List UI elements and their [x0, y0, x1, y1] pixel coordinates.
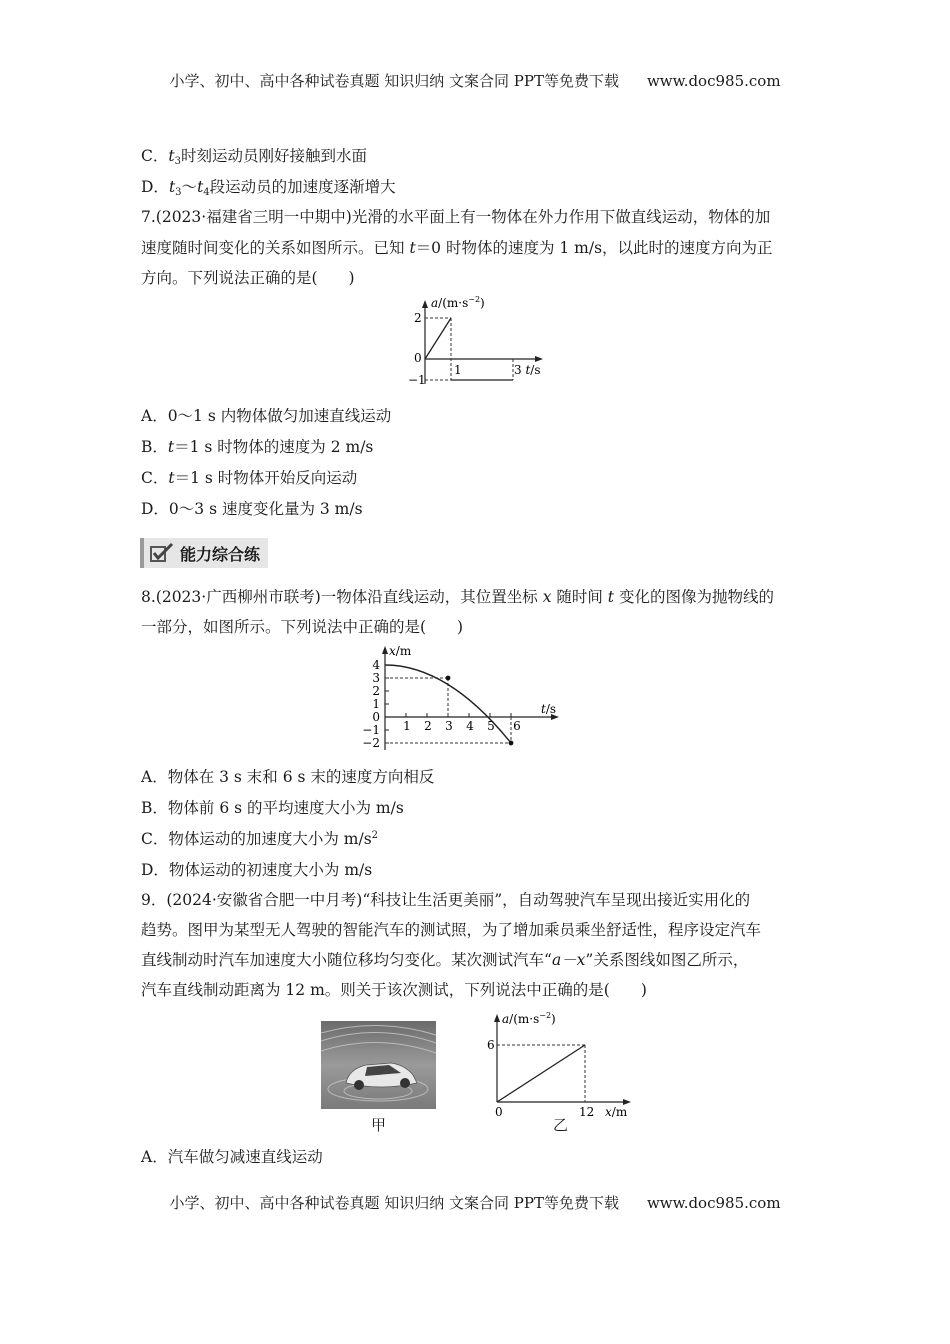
y-axis-arrow — [382, 646, 388, 654]
var-t: t — [607, 588, 615, 606]
checklist-icon — [150, 543, 174, 563]
section-title: 能力综合练 — [180, 545, 261, 564]
q7-stem-line2 — [141, 236, 821, 258]
q7-option-a[interactable]: A．0～1 s 内物体做匀加速直线运动 — [141, 407, 392, 425]
tick-label-ym2: −2 — [362, 736, 380, 750]
q9-stem-line1: 9．(2024·安徽省合肥一中月考)“科技让生活更美丽”，自动驾驶汽车呈现出接近实用化的 — [141, 891, 751, 909]
option-label: C． — [141, 147, 169, 165]
range-sep: ～ — [181, 178, 198, 196]
var-t: t — [197, 178, 204, 196]
q9-option-a[interactable]: A．汽车做匀减速直线运动 — [141, 1148, 323, 1166]
var-t: t — [167, 438, 175, 456]
option-text: ＝1 s 时物体的速度为 2 m/s — [174, 438, 374, 456]
y-tick-labels — [362, 658, 380, 750]
var-t: t — [409, 239, 416, 257]
tick-label-y4: 4 — [372, 658, 380, 672]
q9-stem-line4: 汽车直线制动距离为 12 m。则关于该次测试，下列说法中正确的是( ) — [141, 981, 647, 999]
q7-stem-line3: 方向。下列说法正确的是( ) — [141, 269, 355, 287]
var-t: t — [168, 147, 175, 165]
caption-graph: 乙 — [553, 1116, 569, 1134]
tick-label-y0: 0 — [414, 351, 422, 365]
header-text: 小学、初中、高中各种试卷真题 知识归纳 文案合同 PPT等免费下载 — [169, 72, 619, 90]
option-text: ＝1 s 时物体开始反向运动 — [174, 469, 358, 487]
q9-stem-line3 — [141, 948, 821, 970]
y-axis-label: $a/(m\cdot s^{-2})$ — [502, 1011, 556, 1026]
tick-label-y6: 6 — [487, 1038, 495, 1052]
subscript: 3 — [175, 187, 182, 198]
text: 8.(2023·广西柳州市联考)一物体沿直线运动，其位置坐标 — [141, 588, 543, 606]
q8-stem-line2: 一部分，如图所示。下列说法中正确的是( ) — [141, 618, 464, 636]
tick-label-x6: 6 — [513, 719, 521, 733]
q8-option-d[interactable]: D．物体运动的初速度大小为 m/s — [141, 861, 373, 879]
tick-label-ym1: −1 — [408, 373, 426, 387]
text: 直线制动时汽车加速度大小随位移均匀变化。某次测试汽车“ — [141, 951, 552, 969]
x-axis-label: 3 t/s — [514, 363, 541, 377]
tick-label-y2: 2 — [372, 684, 380, 698]
page-header — [0, 70, 950, 91]
tick-label-y3: 3 — [372, 671, 380, 685]
y-axis-label: x/m — [389, 644, 412, 658]
tick-label-x3: 3 — [445, 719, 453, 733]
var-t: t — [168, 469, 175, 487]
tick-label-y0: 0 — [372, 710, 380, 724]
caption-photo: 甲 — [371, 1116, 387, 1134]
option-label: B． — [141, 438, 168, 456]
y-axis-arrow — [422, 300, 428, 308]
tick-label-x2: 2 — [424, 719, 432, 733]
y-axis-arrow — [494, 1014, 500, 1022]
accel-rise — [425, 318, 451, 359]
q9-a-x-graph — [475, 1008, 640, 1118]
option-label: D． — [141, 178, 169, 196]
tick-label-ym1: −1 — [362, 723, 380, 737]
q7-stem-line1: 7.(2023·福建省三明一中期中)光滑的水平面上有一物体在外力作用下做直线运动，物体的加 — [141, 208, 771, 226]
q7-a-t-graph — [395, 292, 555, 392]
tick-label-x1: 1 — [403, 719, 411, 733]
y-ticks — [385, 665, 389, 743]
text: 随时间 — [551, 588, 608, 606]
option-text: C．物体运动的加速度大小为 m/s — [141, 830, 372, 848]
point-t6 — [509, 741, 514, 746]
q9-stem-line2: 趋势。图甲为某型无人驾驶的智能汽车的测试照，为了增加乘员乘坐舒适性，程序设定汽车 — [141, 921, 762, 939]
tick-label-y2: 2 — [414, 311, 422, 325]
tick-label-x0: 0 — [495, 1105, 503, 1119]
q8-stem-line1 — [141, 585, 821, 607]
q6-option-d[interactable] — [141, 175, 821, 198]
q7-option-b[interactable] — [141, 435, 821, 457]
subscript: 4 — [203, 187, 210, 198]
x-tick-labels — [403, 719, 521, 733]
footer-text: 小学、初中、高中各种试卷真题 知识归纳 文案合同 PPT等免费下载 — [169, 1194, 619, 1212]
q8-option-b[interactable]: B．物体前 6 s 的平均速度大小为 m/s — [141, 799, 404, 817]
text: 速度随时间变化的关系如图所示。已知 — [141, 239, 410, 257]
x-axis-label: t/s — [541, 702, 557, 716]
x-axis-arrow — [535, 356, 543, 362]
subscript: 3 — [174, 156, 181, 167]
text: 变化的图像为抛物线的 — [614, 588, 774, 606]
y-axis-label: $a/(m\cdot s^{-2})$ — [431, 295, 485, 310]
option-label: C． — [141, 469, 169, 487]
q7-option-d[interactable]: D．0～3 s 速度变化量为 3 m/s — [141, 500, 363, 518]
tick-label-x5: 5 — [487, 719, 495, 733]
var-a-x: a－x — [551, 951, 586, 969]
x-axis-label: x/m — [605, 1105, 628, 1119]
q8-option-a[interactable]: A．物体在 3 s 末和 6 s 末的速度方向相反 — [141, 768, 435, 786]
car-test-photo — [321, 1021, 436, 1109]
tick-label-x4: 4 — [466, 719, 474, 733]
var-x: x — [542, 588, 552, 606]
tick-label-x12: 12 — [579, 1105, 595, 1119]
tick-label-x1: 1 — [454, 363, 462, 377]
accel-line — [497, 1045, 585, 1102]
footer-site-link[interactable]: www.doc985.com — [646, 1194, 781, 1212]
superscript: 2 — [371, 830, 379, 841]
text: ”关系图线如图乙所示， — [585, 951, 749, 969]
q7-option-c[interactable] — [141, 466, 821, 488]
q6-option-c[interactable] — [141, 144, 821, 167]
q8-x-t-graph — [362, 642, 565, 754]
option-text: 时刻运动员刚好接触到水面 — [180, 147, 367, 165]
header-site-link[interactable]: www.doc985.com — [646, 72, 781, 90]
page-footer — [0, 1192, 950, 1213]
point-t3 — [446, 676, 451, 681]
option-text: 段运动员的加速度逐渐增大 — [209, 178, 396, 196]
text: ＝0 时物体的速度为 1 m/s，以此时的速度方向为正 — [415, 239, 773, 257]
tick-label-y1: 1 — [372, 697, 380, 711]
section-heading — [140, 538, 268, 568]
var-t: t — [168, 178, 176, 196]
q8-option-c[interactable] — [141, 827, 821, 849]
